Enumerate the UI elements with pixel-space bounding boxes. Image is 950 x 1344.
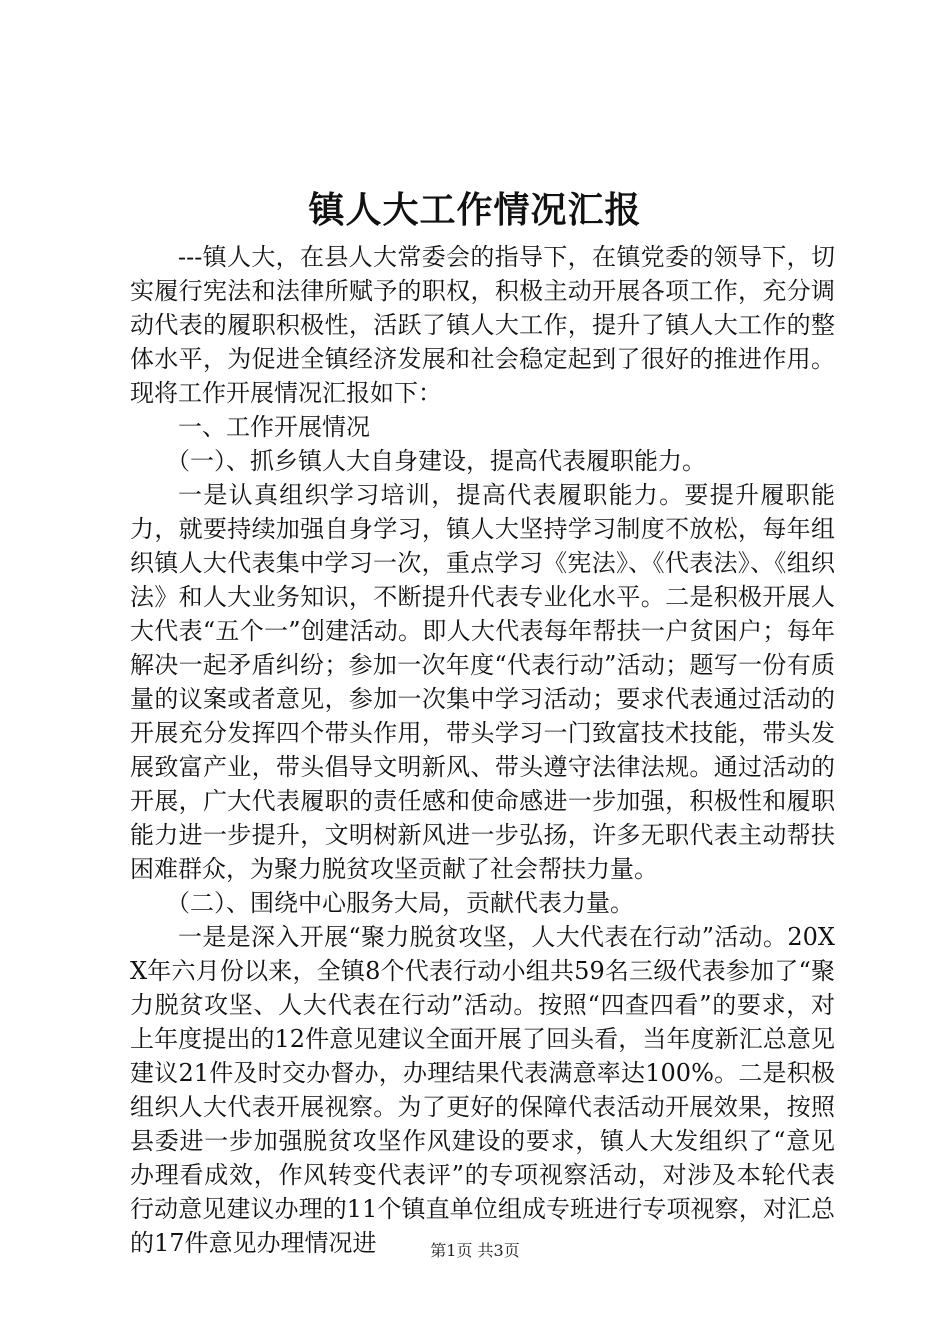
page-title: 镇人大工作情况汇报 <box>308 189 642 231</box>
subsection-heading-2: （二）、围绕中心服务大局，贡献代表力量。 <box>166 889 634 917</box>
body-paragraph-2: 一是是深入开展“聚力脱贫攻坚，人大代表在行动”活动。20XX年六月份以来，全镇8个代表行动小组共59名三级代表参加了“聚力脱贫攻坚、人大代表在行动”活动。按照“四查四看”的要求，对上年度提出的12件意见建议全面开展了回头看，当年度新汇总意见建议21件及时交办督办，办理结果代表满意率达100%。二是积极组织人大代表开展视察。为了更好的保障代表活动开展效果，按照县委进一步加强脱贫攻坚作风建设的要求，镇人大发组织了“意见办理看成效，作风转变代表评”的专项视察活动，对涉及本轮代表行动意见建议办理的11个镇直单位组成专班进行专项视察，对汇总的17件意见办理情况进 <box>130 923 835 1257</box>
page-number-footer: 第1页 共3页 <box>430 1241 520 1260</box>
section-heading: 一、工作开展情况 <box>178 413 370 441</box>
intro-paragraph: ---镇人大，在县人大常委会的指导下，在镇党委的领导下，切实履行宪法和法律所赋予的职权，积极主动开展各项工作，充分调动代表的履职积极性，活跃了镇人大工作，提升了镇人大工作的整体水平，为促进全镇经济发展和社会稳定起到了很好的推进作用。现将工作开展情况汇报如下： <box>130 243 835 407</box>
body-paragraph-1: 一是认真组织学习培训，提高代表履职能力。要提升履职能力，就要持续加强自身学习，镇人大坚持学习制度不放松，每年组织镇人大代表集中学习一次，重点学习《宪法》、《代表法》、《组织法》和人大业务知识，不断提升代表专业化水平。二是积极开展人大代表“五个一”创建活动。即人大代表每年帮扶一户贫困户；每年解决一起矛盾纠纷；参加一次年度“代表行动”活动；题写一份有质量的议案或者意见，参加一次集中学习活动；要求代表通过活动的开展充分发挥四个带头作用，带头学习一门致富技术技能，带头发展致富产业，带头倡导文明新风、带头遵守法律法规。通过活动的开展，广大代表履职的责任感和使命感进一步加强，积极性和履职能力进一步提升，文明树新风进一步弘扬，许多无职代表主动帮扶困难群众，为聚力脱贫攻坚贡献了社会帮扶力量。 <box>130 481 835 883</box>
subsection-heading-1: （一）、抓乡镇人大自身建设，提高代表履职能力。 <box>166 447 706 475</box>
document-body <box>130 240 835 1260</box>
